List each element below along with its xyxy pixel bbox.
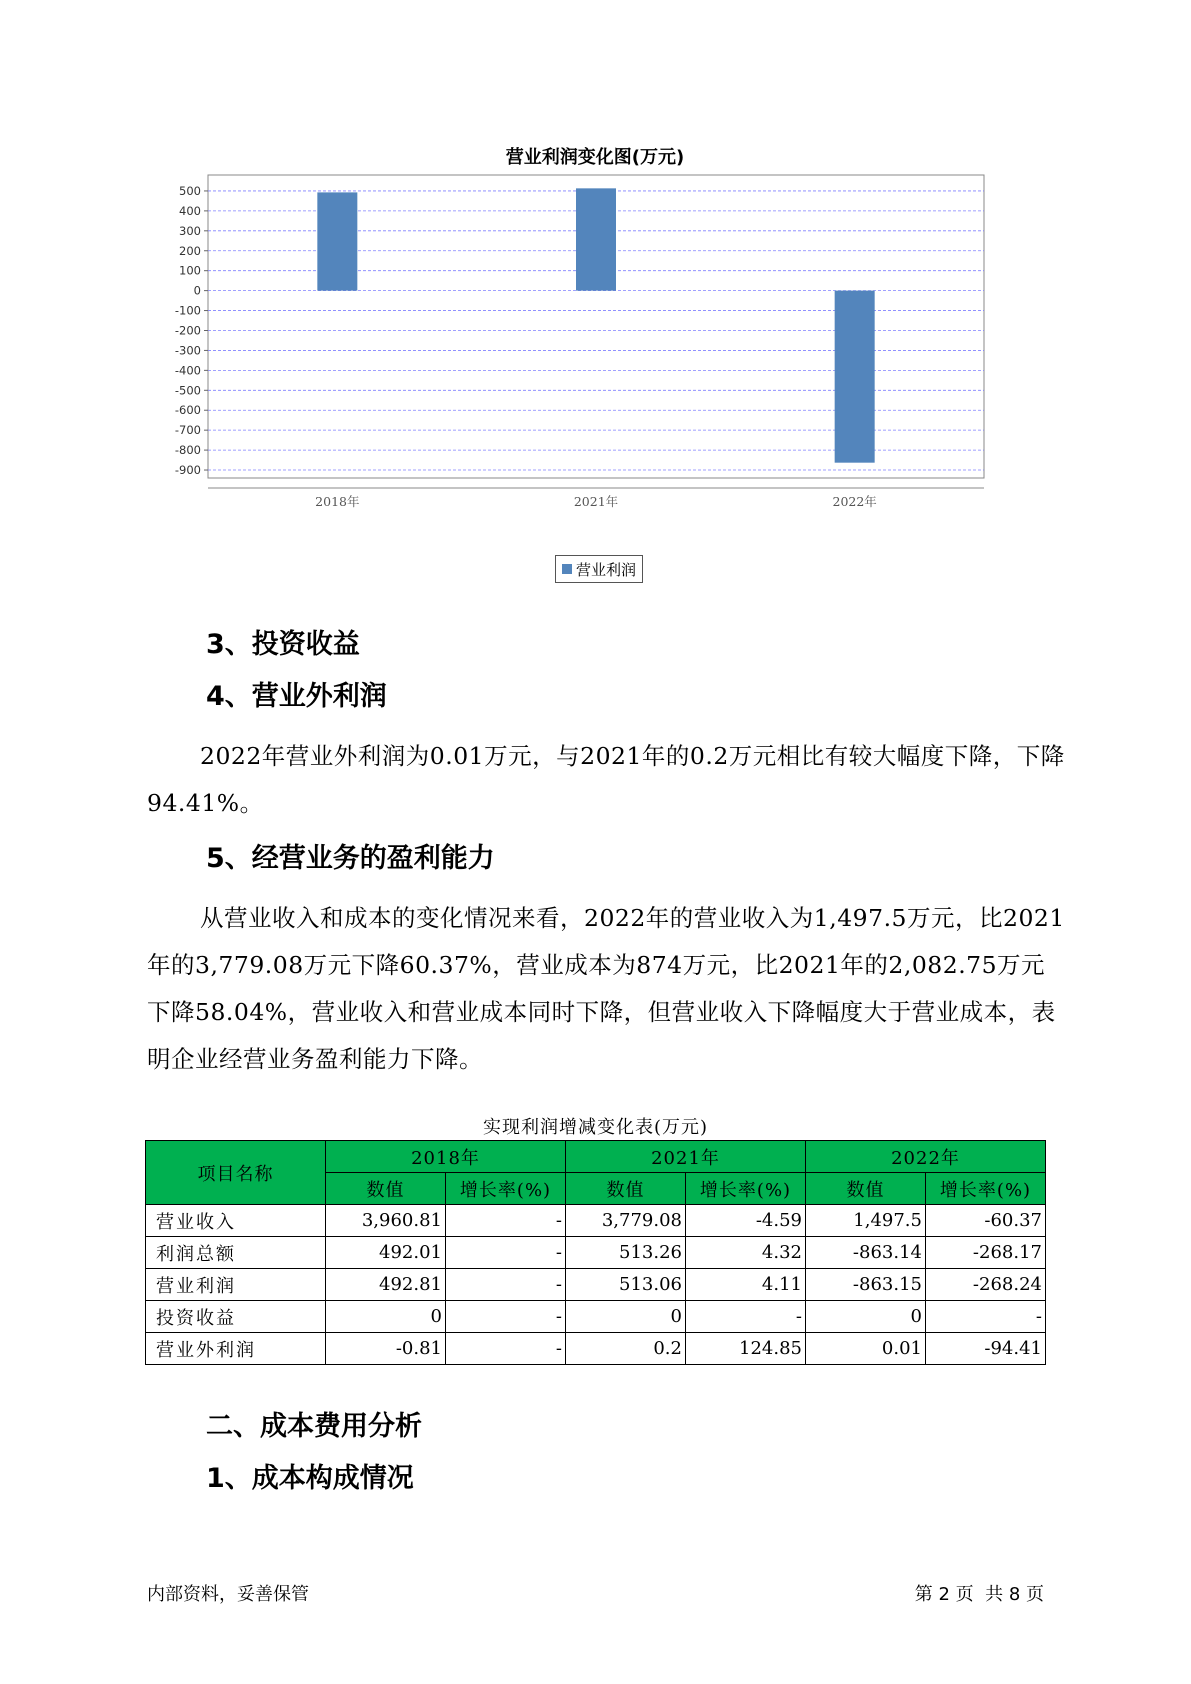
chart-title: 营业利润变化图(万元) bbox=[505, 147, 685, 168]
cell: 4.32 bbox=[686, 1237, 806, 1269]
y-tick-label: -600 bbox=[174, 403, 201, 418]
heading-investment-income: 3、投资收益 bbox=[206, 629, 360, 660]
paragraph-profitability: 从营业收入和成本的变化情况来看，2022年的营业收入为1,497.5万元，比2021年的3,779.08万元下降60.37%，营业成本为874万元，比2021年的2,082.75万元下降58.04%，营业收入和营业成本同时下降，但营业收入下降幅度大于营业成本，表明企业经营业务盈利能力下降。 bbox=[147, 904, 1065, 1073]
header-year-2021: 2021年 bbox=[566, 1141, 806, 1173]
profit-change-table bbox=[145, 1140, 1046, 1365]
operating-profit-chart bbox=[160, 135, 1030, 595]
heading-cost-analysis: 二、成本费用分析 bbox=[206, 1411, 422, 1442]
cell: 0.2 bbox=[566, 1333, 686, 1365]
y-tick-label: -500 bbox=[174, 383, 201, 398]
y-tick-label: -200 bbox=[174, 323, 201, 338]
y-tick-label: 300 bbox=[179, 223, 201, 238]
cell: -268.17 bbox=[926, 1237, 1046, 1269]
table-row bbox=[146, 1301, 1046, 1333]
paragraph-non-operating-profit: 2022年营业外利润为0.01万元，与2021年的0.2万元相比有较大幅度下降，下降94.41%。 bbox=[147, 742, 1065, 817]
cell: 1,497.5 bbox=[806, 1205, 926, 1237]
row-name: 营业外利润 bbox=[146, 1333, 326, 1365]
cell: - bbox=[926, 1301, 1046, 1333]
cell: 513.26 bbox=[566, 1237, 686, 1269]
header-growth: 增长率(%) bbox=[926, 1173, 1046, 1205]
cell: -94.41 bbox=[926, 1333, 1046, 1365]
cell: 0.01 bbox=[806, 1333, 926, 1365]
cell: - bbox=[446, 1237, 566, 1269]
header-year-2022: 2022年 bbox=[806, 1141, 1046, 1173]
cell: 492.81 bbox=[326, 1269, 446, 1301]
row-name: 投资收益 bbox=[146, 1301, 326, 1333]
y-tick-label: 0 bbox=[193, 283, 201, 298]
table-row bbox=[146, 1205, 1046, 1237]
heading-cost-structure: 1、成本构成情况 bbox=[206, 1463, 414, 1494]
header-value: 数值 bbox=[566, 1173, 686, 1205]
cell: -4.59 bbox=[686, 1205, 806, 1237]
y-tick-label: 100 bbox=[179, 263, 201, 278]
cell: -863.14 bbox=[806, 1237, 926, 1269]
y-tick-label: -700 bbox=[174, 423, 201, 438]
cell: 0 bbox=[806, 1301, 926, 1333]
table-row bbox=[146, 1333, 1046, 1365]
cell: - bbox=[446, 1333, 566, 1365]
y-tick-label: -900 bbox=[174, 463, 201, 478]
y-tick-label: 500 bbox=[179, 183, 201, 198]
header-item-name: 项目名称 bbox=[146, 1141, 326, 1205]
header-growth: 增长率(%) bbox=[686, 1173, 806, 1205]
heading-profitability: 5、经营业务的盈利能力 bbox=[206, 843, 495, 874]
cell: -268.24 bbox=[926, 1269, 1046, 1301]
bar bbox=[317, 192, 357, 290]
cell: - bbox=[446, 1301, 566, 1333]
cell: 0 bbox=[566, 1301, 686, 1333]
header-growth: 增长率(%) bbox=[446, 1173, 566, 1205]
cell: 3,779.08 bbox=[566, 1205, 686, 1237]
cell: 492.01 bbox=[326, 1237, 446, 1269]
cell: - bbox=[446, 1205, 566, 1237]
legend-swatch bbox=[562, 564, 572, 574]
chart-plot bbox=[160, 135, 1030, 555]
cell: 513.06 bbox=[566, 1269, 686, 1301]
table-row bbox=[146, 1269, 1046, 1301]
heading-non-operating-profit: 4、营业外利润 bbox=[206, 681, 387, 712]
cell: -863.15 bbox=[806, 1269, 926, 1301]
x-tick-label: 2021年 bbox=[573, 494, 619, 509]
y-tick-label: -100 bbox=[174, 303, 201, 318]
bar bbox=[576, 188, 616, 290]
header-value: 数值 bbox=[326, 1173, 446, 1205]
bar bbox=[835, 291, 875, 463]
cell: - bbox=[446, 1269, 566, 1301]
y-tick-label: 200 bbox=[179, 243, 201, 258]
chart-legend bbox=[555, 555, 643, 583]
cell: 4.11 bbox=[686, 1269, 806, 1301]
row-name: 营业利润 bbox=[146, 1269, 326, 1301]
y-tick-label: -300 bbox=[174, 343, 201, 358]
x-tick-label: 2018年 bbox=[315, 494, 360, 509]
y-tick-label: 400 bbox=[179, 203, 201, 218]
row-name: 利润总额 bbox=[146, 1237, 326, 1269]
y-tick-label: -800 bbox=[174, 443, 201, 458]
cell: 3,960.81 bbox=[326, 1205, 446, 1237]
header-year-2018: 2018年 bbox=[326, 1141, 566, 1173]
table-caption: 实现利润增减变化表(万元) bbox=[482, 1117, 709, 1138]
cell: - bbox=[686, 1301, 806, 1333]
cell: -0.81 bbox=[326, 1333, 446, 1365]
cell: 0 bbox=[326, 1301, 446, 1333]
table-row bbox=[146, 1237, 1046, 1269]
x-tick-label: 2022年 bbox=[832, 494, 877, 509]
legend-label: 营业利润 bbox=[576, 560, 637, 579]
footer-page-number: 第 2 页 共 8 页 bbox=[914, 1584, 1044, 1605]
header-value: 数值 bbox=[806, 1173, 926, 1205]
y-tick-label: -400 bbox=[174, 363, 201, 378]
row-name: 营业收入 bbox=[146, 1205, 326, 1237]
cell: -60.37 bbox=[926, 1205, 1046, 1237]
cell: 124.85 bbox=[686, 1333, 806, 1365]
footer-confidential: 内部资料，妥善保管 bbox=[147, 1584, 309, 1605]
